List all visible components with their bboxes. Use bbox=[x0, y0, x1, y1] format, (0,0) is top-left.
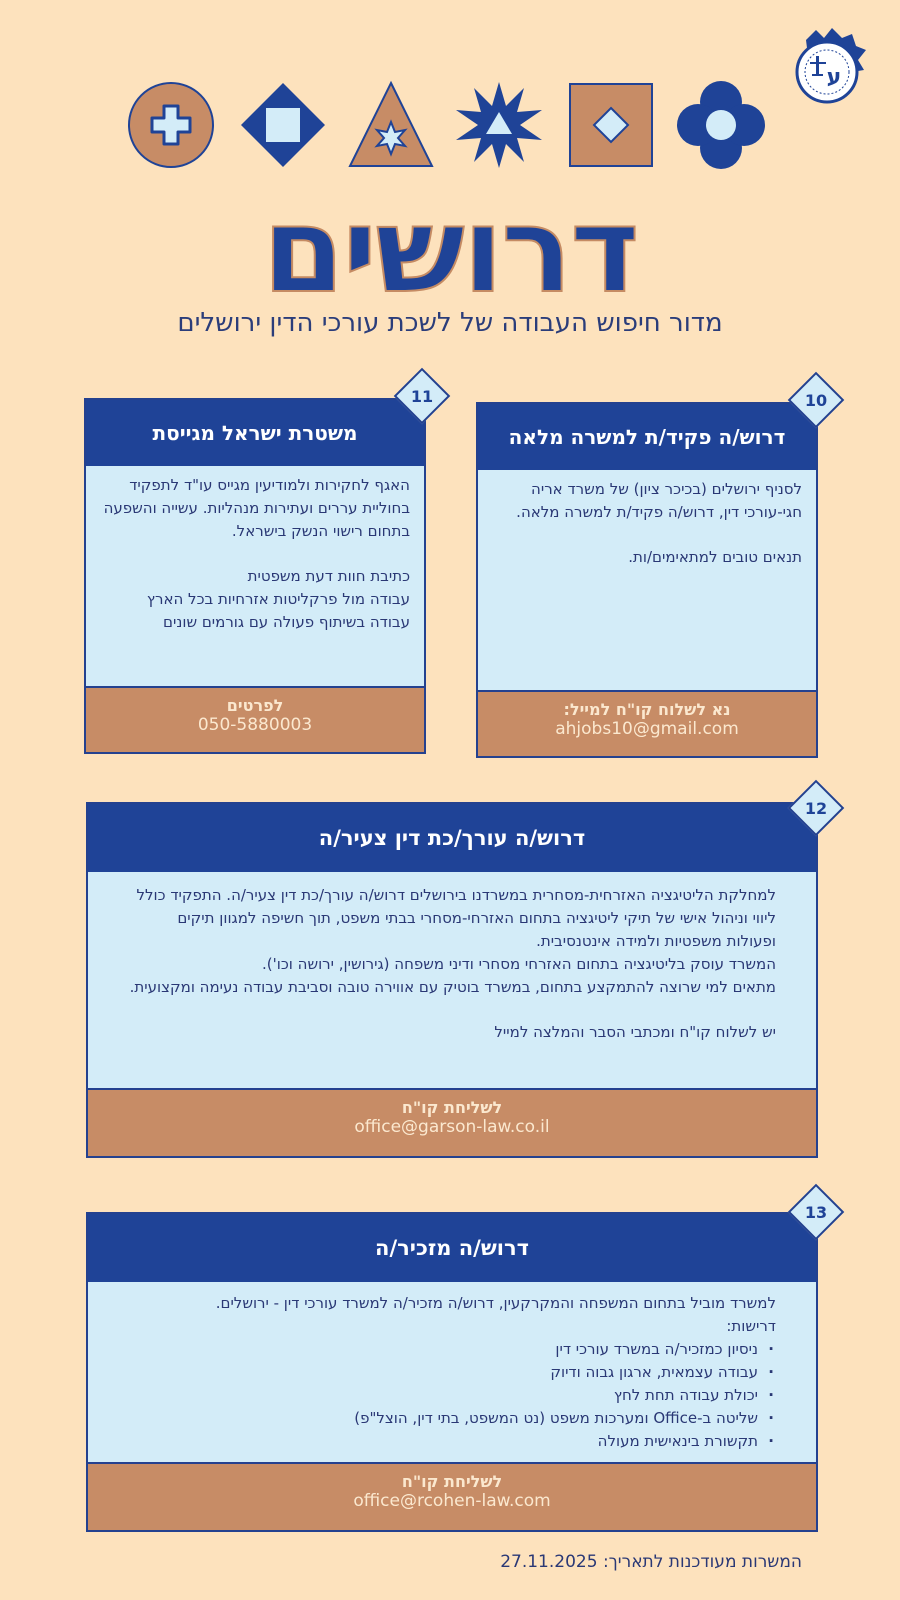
contact-label: לשליחת קו"ח bbox=[401, 1472, 503, 1491]
job-number-badge: 10 bbox=[788, 372, 845, 429]
contact-box bbox=[88, 1462, 816, 1530]
job-description bbox=[86, 466, 424, 634]
job-title: דרוש/ה עורך/כת דין צעיר/ה bbox=[88, 804, 816, 872]
job-text: מתאים למי שרוצה להתמקצע בתחום, במשרד בוטיק עם אווירה טובה וסביבת עבודה נעימה ומקצועית. bbox=[129, 978, 776, 996]
list-item: · שליטה ב-Office ומערכות משפט (נט המשפט, בתי דין, הוצל"פ) bbox=[128, 1407, 776, 1430]
square-diamond-icon bbox=[566, 80, 656, 170]
list-item: · יכולת עבודה תחת לחץ bbox=[128, 1384, 776, 1407]
job-title: דרוש/ה פקיד/ת למשרה מלאה bbox=[478, 404, 816, 470]
job-description bbox=[88, 872, 816, 1044]
job-number-badge: 11 bbox=[394, 368, 451, 425]
bar-association-logo bbox=[786, 26, 868, 108]
list-item: · תקשורת בינאישית מעולה bbox=[128, 1430, 776, 1453]
contact-email[interactable]: office@garson-law.co.il bbox=[354, 1117, 550, 1137]
page-subtitle: מדור חיפוש העבודה של לשכת עורכי הדין ירושלים bbox=[177, 308, 723, 338]
job-title: משטרת ישראל מגייסת bbox=[86, 400, 424, 466]
logo-letter: ע bbox=[826, 65, 842, 90]
updated-date bbox=[500, 1552, 802, 1572]
requirements-list bbox=[128, 1338, 776, 1453]
contact-box bbox=[88, 1088, 816, 1156]
circle-cross-icon bbox=[126, 80, 216, 170]
contact-box bbox=[86, 686, 424, 752]
list-item: · ניסיון כמזכיר/ה במשרד עורכי דין bbox=[128, 1338, 776, 1361]
contact-label: לשליחת קו"ח bbox=[401, 1098, 503, 1117]
job-card-12 bbox=[86, 802, 818, 1158]
job-text: עבודה מול פרקליטות אזרחיות בכל הארץ bbox=[146, 590, 410, 608]
job-card-13 bbox=[86, 1212, 818, 1532]
contact-email[interactable]: ahjobs10@gmail.com bbox=[555, 719, 739, 739]
updated-label: המשרות מעודכנות לתאריך: bbox=[602, 1552, 802, 1572]
contact-label: נא לשלוח קו"ח למייל: bbox=[563, 700, 731, 719]
job-text: עבודה בשיתוף פעולה עם גורמים שונים bbox=[163, 613, 410, 631]
job-number-badge: 12 bbox=[788, 780, 845, 837]
triangle-star-icon bbox=[346, 80, 436, 170]
job-text: יש לשלוח קו"ח ומכתבי הסבר והמלצה למייל bbox=[494, 1023, 776, 1041]
list-item: · עבודה עצמאית, ארגון גבוה ודיוק bbox=[128, 1361, 776, 1384]
job-text: תנאים טובים למתאימים/ות. bbox=[628, 548, 802, 566]
job-card-10 bbox=[476, 402, 818, 758]
job-text: המשרד עוסק בליטיגציה בתחום האזרחי מסחרי ודיני משפחה (גירושין, ירושה וכו'). bbox=[262, 955, 776, 973]
job-description bbox=[88, 1282, 816, 1453]
requirements-heading: דרישות: bbox=[726, 1317, 776, 1335]
contact-box bbox=[478, 690, 816, 756]
job-description bbox=[478, 470, 816, 569]
job-text: למחלקת הליטיגציה האזרחית-מסחרית במשרדנו בירושלים דרוש/ה עורך/כת דין צעיר/ה. התפקיד כולל ליווי וניהול אישי של תיקי ליטיגציה בתחום האזרחי-מסחרי בבתי משפט, תוך חשיפה למגוון תיקים ופעולות משפטיות ולמידה אינטנסיבית. bbox=[136, 886, 776, 950]
updated-value: 27.11.2025 bbox=[500, 1552, 598, 1572]
job-text: כתיבת חוות דעת משפטית bbox=[247, 567, 410, 585]
job-text: למשרד מוביל בתחום המשפחה והמקרקעין, דרוש/ה מזכיר/ה למשרד עורכי דין - ירושלים. bbox=[215, 1294, 776, 1312]
job-card-11 bbox=[84, 398, 426, 754]
job-number-badge: 13 bbox=[788, 1184, 845, 1241]
job-text: לסניף ירושלים (בכיכר ציון) של משרד אריה חגי-עורכי דין, דרוש/ה פקיד/ת למשרה מלאה. bbox=[516, 480, 802, 521]
contact-phone[interactable]: 050-5880003 bbox=[197, 715, 313, 735]
job-text: האגף לחקירות ולמודיעין מגייס עו"ד לתפקיד בחוליית עררים ועתירות מנהליות. עשייה והשפעה בתחום רישוי הנשק בישראל. bbox=[103, 476, 410, 540]
flower-circle-icon bbox=[676, 80, 766, 170]
contact-email[interactable]: office@rcohen-law.com bbox=[353, 1491, 551, 1511]
job-title: דרוש/ה מזכיר/ה bbox=[88, 1214, 816, 1282]
contact-label: לפרטים bbox=[226, 696, 284, 715]
diamond-square-icon bbox=[238, 80, 328, 170]
page-title: דרושים bbox=[262, 181, 638, 319]
starburst-triangle-icon bbox=[454, 80, 544, 170]
